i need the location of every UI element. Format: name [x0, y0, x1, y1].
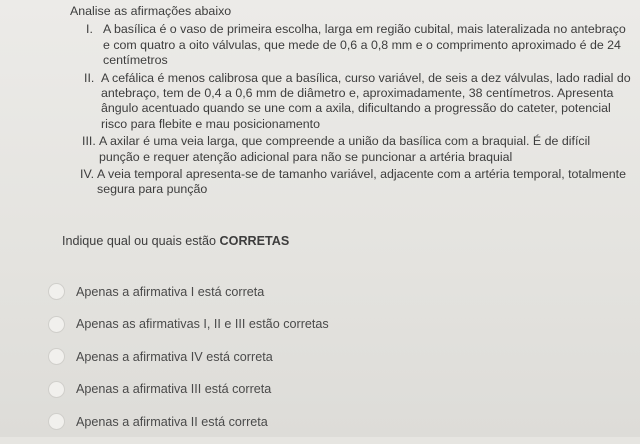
answer-option-5[interactable]: [48, 411, 568, 432]
answer-option-1[interactable]: [48, 281, 568, 302]
radio-button[interactable]: [48, 413, 65, 430]
option-label: Apenas a afirmativa I está correta: [76, 284, 265, 299]
answer-options: [48, 281, 568, 444]
statement-item-3: [70, 134, 632, 165]
statement-text: A axilar é uma veia larga, que compreende a união da basílica com a braquial. É de difícil punção e requer atenção adicional para não se puncionar a artéria braquial: [99, 134, 591, 164]
statement-item-2: [70, 71, 632, 133]
radio-button[interactable]: [48, 283, 65, 300]
statement-numeral: II.: [84, 70, 95, 85]
statement-list: [70, 22, 632, 197]
statement-numeral: I.: [86, 22, 93, 37]
radio-button[interactable]: [48, 316, 65, 333]
statement-item-4: [70, 167, 632, 198]
option-label: Apenas a afirmativa IV está correta: [76, 349, 273, 364]
statement-text: A basílica é o vaso de primeira escolha, larga em região cubital, mais lateralizada no antebraço e com quatro a oito válvulas, que mede de 0,6 a 0,8 mm e o comprimento aproximado é de 24 centímetros: [103, 22, 626, 68]
statement-numeral: III.: [82, 134, 96, 149]
prompt-emphasis: CORRETAS: [219, 234, 290, 248]
radio-button[interactable]: [48, 381, 65, 398]
answer-option-4[interactable]: [48, 379, 568, 400]
question-prompt: [62, 234, 289, 248]
statement-text: A cefálica é menos calibrosa que a basílica, curso variável, de seis a dez válvulas, lado radial do antebraço, tem de 0,4 a 0,6 mm de diâmetro e, aproximadamente, 38 centímetros. Apresenta ângulo acentuado quando se une com a axila, dificultando a progressão do cateter, potencial risco para flebite e mau posicionamento: [101, 70, 631, 131]
answer-option-2[interactable]: [48, 314, 568, 335]
statement-numeral: IV.: [80, 167, 95, 182]
radio-button[interactable]: [48, 348, 65, 365]
answer-option-3[interactable]: [48, 346, 568, 367]
option-label: Apenas a afirmativa III está correta: [76, 382, 272, 396]
option-label: Apenas as afirmativas I, II e III estão corretas: [76, 317, 329, 331]
statement-text: A veia temporal apresenta-se de tamanho variável, adjacente com a artéria temporal, totalmente segura para punção: [97, 167, 626, 197]
option-label: Apenas a afirmativa II está correta: [76, 414, 268, 429]
question-intro: Analise as afirmações abaixo: [70, 4, 232, 18]
statement-item-1: [70, 22, 632, 68]
question-statement: [70, 4, 632, 200]
prompt-prefix: Indique qual ou quais estão: [62, 234, 217, 248]
